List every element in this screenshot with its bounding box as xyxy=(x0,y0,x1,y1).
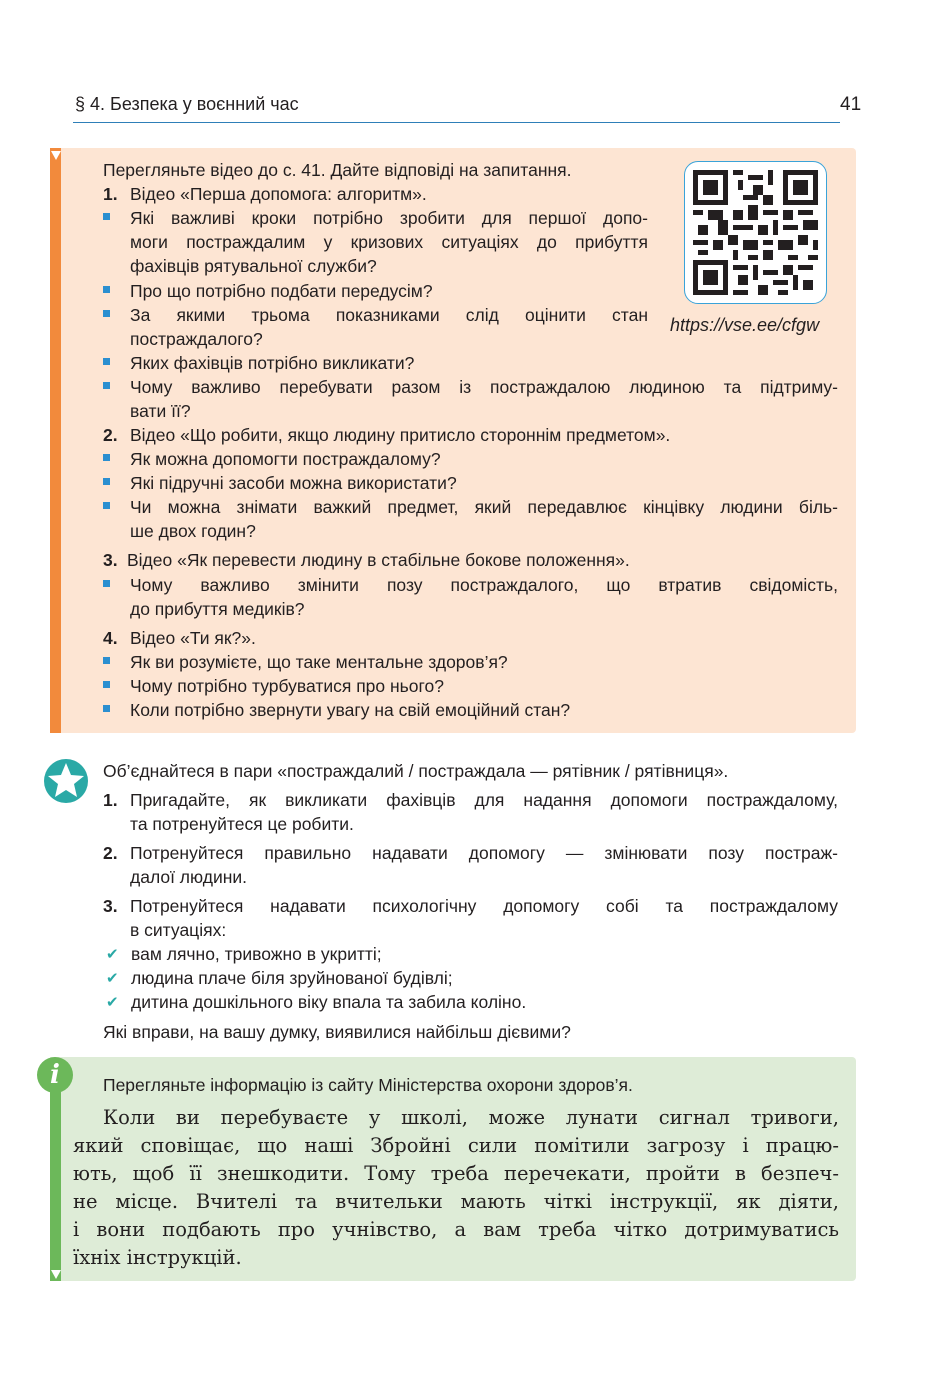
question-text: Яких фахівців потрібно викликати? xyxy=(130,353,415,373)
task-text: Пригадайте, як викликати фахівців для надання допомоги постраждалому, xyxy=(130,790,838,810)
bullet-square-icon xyxy=(103,382,110,389)
task-3-number: 3. xyxy=(103,896,118,916)
info-icon: i xyxy=(37,1057,73,1093)
question-text: вати її? xyxy=(130,401,191,421)
bullet-square-icon xyxy=(103,681,110,688)
task-text: далої людини. xyxy=(130,867,248,887)
task-1-number: 1. xyxy=(103,790,118,810)
question-text: Коли потрібно звернути увагу на свій емоційний стан? xyxy=(130,700,571,720)
situation-item: людина плаче біля зруйнованої будівлі; xyxy=(131,968,453,988)
bullet-square-icon xyxy=(103,213,110,220)
star-activity-icon xyxy=(42,757,90,805)
question-text: Як ви розумієте, що таке ментальне здоров’я? xyxy=(130,652,508,672)
video-3-number: 3. xyxy=(103,550,118,570)
question-text: Чи можна знімати важкий предмет, який передавлює кінцівку людини біль- xyxy=(130,497,838,517)
pair-intro: Об’єднайтеся в пари «постраждалий / постраждала — рятівник / рятівниця». xyxy=(103,761,729,781)
video-3-title: Відео «Як перевести людину в стабільне бокове положення». xyxy=(127,550,630,570)
bullet-square-icon xyxy=(103,358,110,365)
situation-item: вам лячно, тривожно в укритті; xyxy=(131,944,382,964)
section-title: § 4. Безпека у воєнний час xyxy=(75,94,299,114)
video-4-number: 4. xyxy=(103,628,118,648)
info-paragraph-line: не місце. Вчителі та вчительки мають чіткі інструкції, як діяти, xyxy=(73,1190,839,1213)
question-text: моги постраждалим у кризових ситуаціях до прибуття xyxy=(130,232,648,252)
video-intro: Перегляньте відео до с. 41. Дайте відповіді на запитання. xyxy=(103,160,572,180)
task-text: та потренуйтеся це робити. xyxy=(130,814,354,834)
info-paragraph-line: і вони подбають про учнівство, а вам треба чітко дотримуватись xyxy=(73,1218,839,1241)
question-text: фахівців рятувальної служби? xyxy=(130,256,377,276)
qr-code-icon xyxy=(693,170,818,295)
triangle-marker-icon xyxy=(51,1270,61,1279)
qr-link[interactable]: https://vse.ee/cfgw xyxy=(670,315,820,335)
question-text: Які підручні засоби можна використати? xyxy=(130,473,457,493)
running-header xyxy=(73,94,840,123)
task-2-number: 2. xyxy=(103,843,118,863)
checkmark-icon: ✔ xyxy=(106,994,119,1011)
info-paragraph-line: ють, щоб її знешкодити. Тому треба перечекати, пройти в безпеч- xyxy=(73,1162,839,1185)
bullet-square-icon xyxy=(103,478,110,485)
orange-accent-bar xyxy=(50,148,61,733)
task-text: в ситуаціях: xyxy=(130,920,227,940)
bullet-square-icon xyxy=(103,286,110,293)
info-paragraph-line: Коли ви перебуваєте у школі, може лунати сигнал тривоги, xyxy=(103,1106,839,1129)
question-text: ше двох годин? xyxy=(130,521,256,541)
question-text: Як можна допомогти постраждалому? xyxy=(130,449,441,469)
qr-code[interactable] xyxy=(684,161,827,304)
question-text: Чому важливо змінити позу постраждалого, що втратив свідомість, xyxy=(130,575,838,595)
info-intro: Перегляньте інформацію із сайту Міністерства охорони здоров’я. xyxy=(103,1075,633,1095)
video-4-title: Відео «Ти як?». xyxy=(130,628,256,648)
checkmark-icon: ✔ xyxy=(106,970,119,987)
pair-closing-question: Які вправи, на вашу думку, виявилися найбільш дієвими? xyxy=(103,1022,571,1042)
video-1-title: Відео «Перша допомога: алгоритм». xyxy=(130,184,427,204)
task-text: Потренуйтеся надавати психологічну допомогу собі та постраждалому xyxy=(130,896,838,916)
question-text: Які важливі кроки потрібно зробити для першої допо- xyxy=(130,208,648,228)
question-text: Чому потрібно турбуватися про нього? xyxy=(130,676,444,696)
bullet-square-icon xyxy=(103,502,110,509)
bullet-square-icon xyxy=(103,705,110,712)
video-2-number: 2. xyxy=(103,425,118,445)
question-text: За якими трьома показниками слід оцінити стан xyxy=(130,305,648,325)
question-text: постраждалого? xyxy=(130,329,263,349)
green-accent-bar xyxy=(50,1070,61,1281)
bullet-square-icon xyxy=(103,580,110,587)
triangle-marker-icon xyxy=(51,151,61,160)
info-paragraph-line: їхніх інструкцій. xyxy=(73,1246,242,1269)
question-text: Про що потрібно подбати передусім? xyxy=(130,281,433,301)
question-text: Чому важливо перебувати разом із постраждалою людиною та підтриму- xyxy=(130,377,838,397)
bullet-square-icon xyxy=(103,454,110,461)
video-1-number: 1. xyxy=(103,184,118,204)
video-2-title: Відео «Що робити, якщо людину притисло стороннім предметом». xyxy=(130,425,671,445)
bullet-square-icon xyxy=(103,310,110,317)
task-text: Потренуйтеся правильно надавати допомогу — змінювати позу постраж- xyxy=(130,843,838,863)
situation-item: дитина дошкільного віку впала та забила коліно. xyxy=(131,992,527,1012)
question-text: до прибуття медиків? xyxy=(130,599,305,619)
page-number: 41 xyxy=(840,94,862,115)
bullet-square-icon xyxy=(103,657,110,664)
info-paragraph-line: який сповіщає, що наші Збройні сили помітили загрозу і працю- xyxy=(73,1134,839,1157)
checkmark-icon: ✔ xyxy=(106,946,119,963)
